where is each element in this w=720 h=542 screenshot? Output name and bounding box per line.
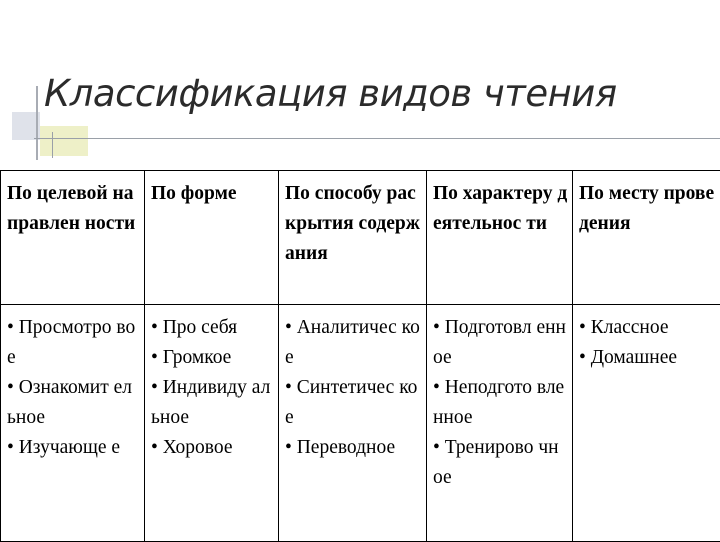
list-item: • Аналитичес кое [285,313,422,373]
table-body-row [1,305,720,542]
body-cell [279,305,427,542]
list-item: • Подготовл енное [433,313,568,373]
header-cell: По характеру деятельнос ти [427,171,573,305]
header-cell: По целевой направлен ности [1,171,145,305]
list-item: • Неподгото вленное [433,373,568,433]
list-item: • Про себя [151,313,274,343]
table-header-row [1,171,720,305]
classification-table [0,170,720,542]
decor-square-yellow [40,126,88,156]
decor-horizontal-line [34,138,720,139]
list-item: • Классное [579,313,716,343]
list-item: • Домашнее [579,343,716,373]
list-item: • Громкое [151,343,274,373]
list-item: • Тренирово чное [433,433,568,493]
list-item: • Изучающе е [7,433,140,463]
body-cell [145,305,279,542]
body-cell [1,305,145,542]
header-cell: По месту проведения [573,171,720,305]
list-item: • Индивиду альное [151,373,274,433]
body-cell [573,305,720,542]
list-item: • Хоровое [151,433,274,463]
list-item: • Просмотро вое [7,313,140,373]
header-cell: По форме [145,171,279,305]
list-item: • Ознакомит ельное [7,373,140,433]
decor-vertical-line [36,86,38,160]
decor-cross-line [52,132,53,158]
body-cell [427,305,573,542]
list-item: • Синтетичес кое [285,373,422,433]
list-item: • Переводное [285,433,422,463]
page-title: Классификация видов чтения [44,72,617,115]
header-cell: По способу раскрытия содержания [279,171,427,305]
